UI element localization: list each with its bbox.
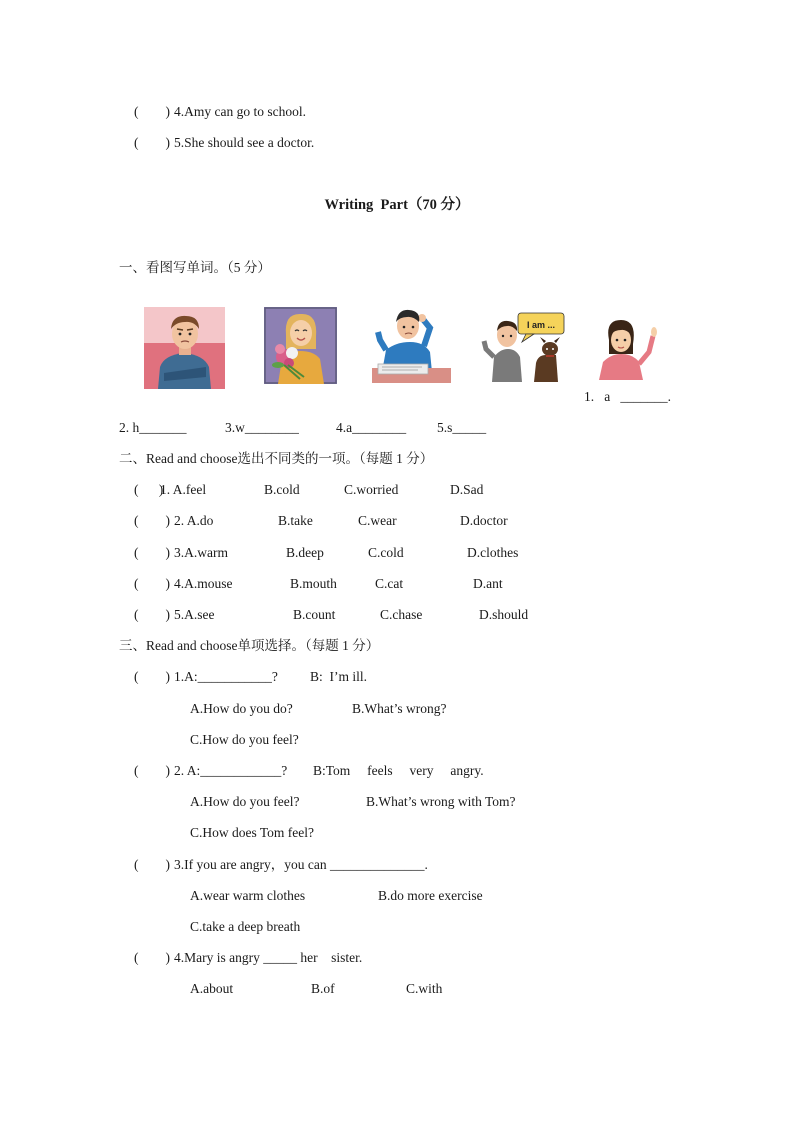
boy-thinking-at-desk-picture [372,306,451,383]
s3-q4-stem: 4.Mary is angry _____ her sister. [174,950,363,965]
s2-q4-option-a: 4.A.mouse [174,576,233,591]
girl-with-flowers-picture [264,307,337,384]
bracket[interactable]: ( ) [134,482,164,497]
s2-q5-option-b: B.count [293,607,336,622]
statement-4: 4.Amy can go to school. [174,104,306,119]
s2-q1-option-b: B.cold [264,482,300,497]
s3-q2-option-c: C.How does Tom feel? [190,825,315,840]
s3-q4-option-b: B.of [311,981,335,996]
s3-q1-option-b: B.What’s wrong? [352,701,447,716]
s2-q3-option-b: B.deep [286,545,324,560]
bracket[interactable]: ( ) [134,576,170,591]
s3-q4-option-c: C.with [406,981,443,996]
bracket[interactable]: ( ) [134,513,170,528]
speech-bubble-text: I am ... [526,320,556,330]
bracket: ( ) [134,104,170,119]
s2-q3-option-d: D.clothes [467,545,519,560]
s3-q1-answer: B: I’m ill. [310,669,367,684]
section2-heading: 二、Read and choose选出不同类的一项。（每题 1 分） [119,451,434,466]
blank-5[interactable]: 5.s_____ [437,420,487,435]
s3-q2-option-a: A.How do you feel? [190,794,300,809]
bracket[interactable]: ( ) [134,950,170,965]
bracket[interactable]: ( ) [134,669,170,684]
section3-heading: 三、Read and choose单项选择。（每题 1 分） [119,638,380,653]
s2-q4-option-b: B.mouth [290,576,337,591]
s2-q5-option-a: 5.A.see [174,607,215,622]
bracket[interactable]: ( ) [134,857,170,872]
s3-q3-option-c: C.take a deep breath [190,919,301,934]
s2-q5-option-c: C.chase [380,607,423,622]
blank-3[interactable]: 3.w________ [225,420,299,435]
section1-heading: 一、看图写单词。（5 分） [119,260,271,275]
s2-q3-option-a: 3.A.warm [174,545,228,560]
s2-q2-option-b: B.take [278,513,313,528]
s2-q3-option-c: C.cold [368,545,404,560]
blank-4[interactable]: 4.a________ [336,420,407,435]
s3-q2-answer: B:Tom feels very angry. [313,763,484,778]
blank-1[interactable]: 1. a _______. [584,389,671,404]
s2-q4-option-c: C.cat [375,576,404,591]
s3-q2-option-b: B.What’s wrong with Tom? [366,794,516,809]
s3-q2-stem: 2. A:____________? [174,763,288,778]
boy-arms-crossed-picture [144,307,225,389]
blank-2[interactable]: 2. h_______ [119,420,187,435]
s3-q3-option-b: B.do more exercise [378,888,483,903]
s2-q2-option-d: D.doctor [460,513,508,528]
s3-q3-stem: 3.If you are angry，you can ______________. [174,857,428,872]
s2-q5-option-d: D.should [479,607,529,622]
boy-dog-speech-picture [480,311,566,382]
bracket: ( ) [134,135,170,150]
s2-q2-option-c: C.wear [358,513,397,528]
s3-q1-stem: 1.A:___________? [174,669,278,684]
writing-part-title: Writing Part（70 分） [324,197,470,213]
s2-q2-option-a: 2. A.do [174,513,214,528]
s3-q4-option-a: A.about [190,981,234,996]
bracket[interactable]: ( ) [134,545,170,560]
girl-raising-hand-picture [595,316,661,380]
s2-q1-option-c: C.worried [344,482,399,497]
s2-q1-option-d: D.Sad [450,482,484,497]
s3-q1-option-a: A.How do you do? [190,701,293,716]
bracket[interactable]: ( ) [134,763,170,778]
s2-q1-option-a: 1. A.feel [160,482,207,497]
statement-5: 5.She should see a doctor. [174,135,315,150]
s3-q1-option-c: C.How do you feel? [190,732,299,747]
s2-q4-option-d: D.ant [473,576,503,591]
s3-q3-option-a: A.wear warm clothes [190,888,306,903]
bracket[interactable]: ( ) [134,607,170,622]
